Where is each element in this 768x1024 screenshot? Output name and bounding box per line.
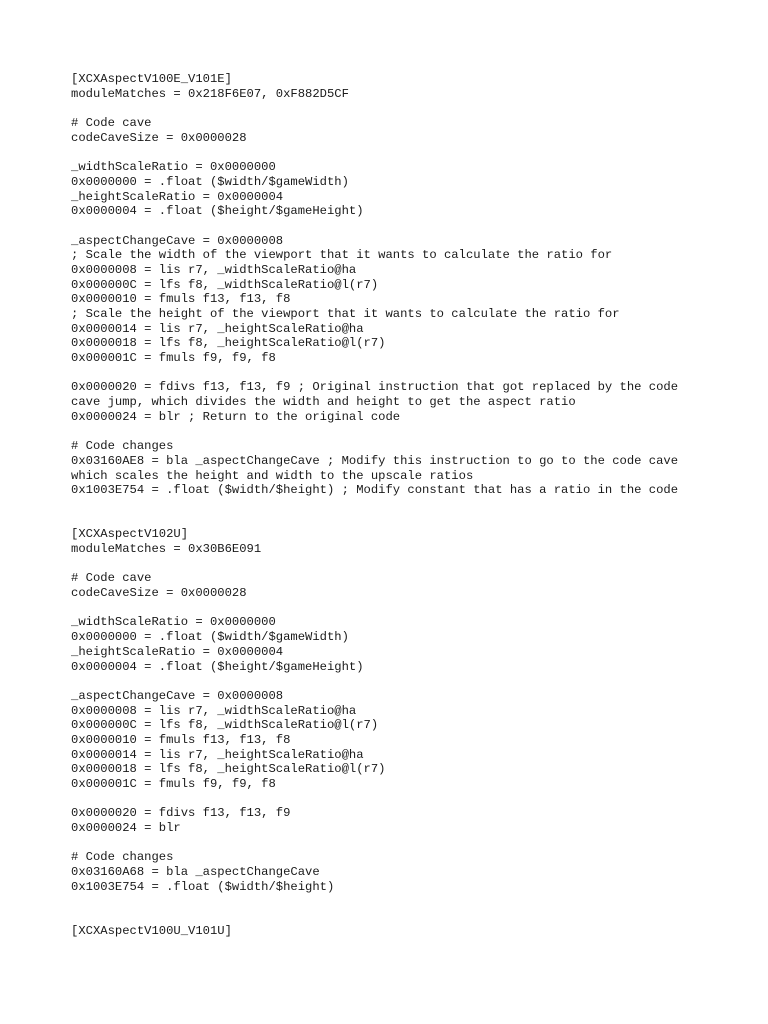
- blank-line: [71, 601, 731, 616]
- code-line: 0x0000024 = blr ; Return to the original code: [71, 409, 401, 424]
- comment-line: ; Scale the width of the viewport that it wants to calculate the ratio for: [71, 248, 613, 263]
- code-line: _widthScaleRatio = 0x0000000: [71, 615, 276, 630]
- code-line: 0x0000010 = fmuls f13, f13, f8: [71, 732, 291, 747]
- code-line: _aspectChangeCave = 0x0000008: [71, 233, 284, 248]
- comment-line: # Code cave: [71, 571, 152, 586]
- code-line: 0x000001C = fmuls f9, f9, f8: [71, 351, 276, 366]
- blank-line: [71, 425, 731, 440]
- section-header: [XCXAspectV100U_V101U]: [71, 923, 232, 938]
- blank-line: [71, 219, 731, 234]
- code-line: 0x000000C = lfs f8, _widthScaleRatio@l(r7): [71, 277, 379, 292]
- comment-line: # Code cave: [71, 116, 152, 131]
- blank-line: [71, 674, 731, 689]
- code-line: _heightScaleRatio = 0x0000004: [71, 189, 284, 204]
- comment-line: # Code changes: [71, 439, 174, 454]
- code-line: codeCaveSize = 0x0000028: [71, 586, 247, 601]
- code-line: 0x03160A68 = bla _aspectChangeCave: [71, 865, 320, 880]
- blank-line: [71, 513, 731, 528]
- code-line: 0x0000024 = blr: [71, 821, 181, 836]
- code-line: 0x0000020 = fdivs f13, f13, f9: [71, 806, 291, 821]
- code-line: 0x0000008 = lis r7, _widthScaleRatio@ha: [71, 703, 357, 718]
- code-line: 0x03160AE8 = bla _aspectChangeCave ; Modify this instruction to go to the code cave: [71, 453, 679, 468]
- code-line: 0x0000020 = fdivs f13, f13, f9 ; Original instruction that got replaced by the code: [71, 380, 679, 395]
- blank-line: [71, 895, 731, 910]
- code-line: 0x0000000 = .float ($width/$gameWidth): [71, 174, 349, 189]
- code-line: 0x0000014 = lis r7, _heightScaleRatio@ha: [71, 321, 364, 336]
- blank-line: [71, 498, 731, 513]
- section-header: [XCXAspectV102U]: [71, 527, 189, 542]
- code-line: 0x0000008 = lis r7, _widthScaleRatio@ha: [71, 262, 357, 277]
- blank-line: [71, 557, 731, 572]
- code-line: _widthScaleRatio = 0x0000000: [71, 160, 276, 175]
- code-line: moduleMatches = 0x30B6E091: [71, 542, 262, 556]
- code-line: 0x0000004 = .float ($height/$gameHeight): [71, 659, 364, 674]
- code-line: codeCaveSize = 0x0000028: [71, 130, 247, 145]
- code-line: _aspectChangeCave = 0x0000008: [71, 688, 284, 703]
- blank-line: [71, 836, 731, 851]
- code-line: cave jump, which divides the width and height to get the aspect ratio: [71, 395, 576, 410]
- section-header: [XCXAspectV100E_V101E]: [71, 72, 232, 86]
- code-line: 0x000001C = fmuls f9, f9, f8: [71, 777, 276, 791]
- code-line: moduleMatches = 0x218F6E07, 0xF882D5CF: [71, 86, 349, 101]
- code-line: 0x0000010 = fmuls f13, f13, f8: [71, 292, 291, 307]
- code-line: 0x1003E754 = .float ($width/$height): [71, 879, 335, 894]
- comment-line: ; Scale the height of the viewport that it wants to calculate the ratio for: [71, 307, 620, 321]
- blank-line: [71, 101, 731, 116]
- code-line: 0x1003E754 = .float ($width/$height) ; Modify constant that has a ratio in the code: [71, 483, 679, 498]
- code-line: which scales the height and width to the upscale ratios: [71, 468, 474, 483]
- code-line: 0x0000004 = .float ($height/$gameHeight): [71, 204, 364, 219]
- code-line: _heightScaleRatio = 0x0000004: [71, 644, 284, 659]
- blank-line: [71, 909, 731, 924]
- blank-line: [71, 145, 731, 160]
- blank-line: [71, 792, 731, 807]
- code-line: 0x0000018 = lfs f8, _heightScaleRatio@l(r7): [71, 336, 386, 351]
- document-page: [71, 72, 731, 939]
- code-line: 0x000000C = lfs f8, _widthScaleRatio@l(r7): [71, 718, 379, 733]
- code-line: 0x0000000 = .float ($width/$gameWidth): [71, 630, 349, 645]
- comment-line: # Code changes: [71, 850, 174, 865]
- blank-line: [71, 366, 731, 381]
- code-line: 0x0000018 = lfs f8, _heightScaleRatio@l(r7): [71, 762, 386, 777]
- code-line: 0x0000014 = lis r7, _heightScaleRatio@ha: [71, 747, 364, 762]
